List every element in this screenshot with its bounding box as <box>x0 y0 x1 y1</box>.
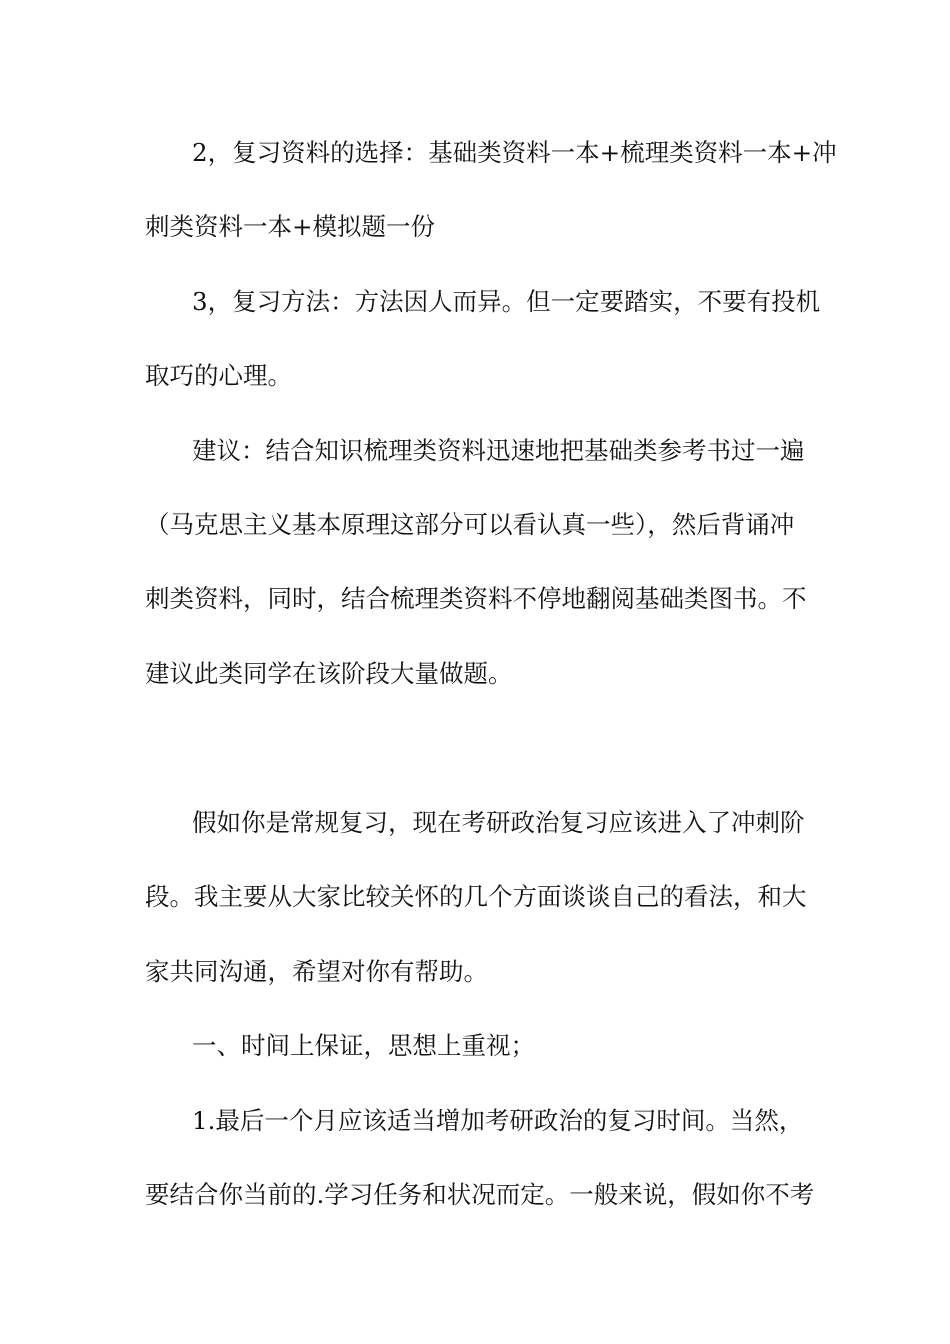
text-line: 要结合你当前的.学习任务和状况而定。一般来说，假如你不考 <box>145 1180 815 1209</box>
section-heading: 一、时间上保证，思想上重视； <box>192 1031 535 1060</box>
text-line: 家共同沟通，希望对你有帮助。 <box>145 957 488 986</box>
text-line: 1.最后一个月应该适当增加考研政治的复习时间。当然， <box>192 1106 804 1135</box>
text-line: 刺类资料，同时，结合梳理类资料不停地翻阅基础类图书。不 <box>145 584 807 613</box>
text-line: （马克思主义基本原理这部分可以看认真一些），然后背诵冲 <box>145 510 795 539</box>
text-line: 刺类资料一本+模拟题一份 <box>145 212 436 241</box>
text-line: 取巧的心理。 <box>145 361 292 390</box>
text-line: 段。我主要从大家比较关怀的几个方面谈谈自己的看法，和大 <box>145 882 807 911</box>
text-line: 建议此类同学在该阶段大量做题。 <box>145 659 513 688</box>
text-line: 3，复习方法：方法因人而异。但一定要踏实，不要有投机 <box>192 287 821 316</box>
text-line: 假如你是常规复习，现在考研政治复习应该进入了冲刺阶 <box>192 808 805 837</box>
text-line: 建议：结合知识梳理类资料迅速地把基础类参考书过一遍 <box>192 436 805 465</box>
text-line: 2，复习资料的选择：基础类资料一本+梳理类资料一本+冲 <box>192 138 837 167</box>
